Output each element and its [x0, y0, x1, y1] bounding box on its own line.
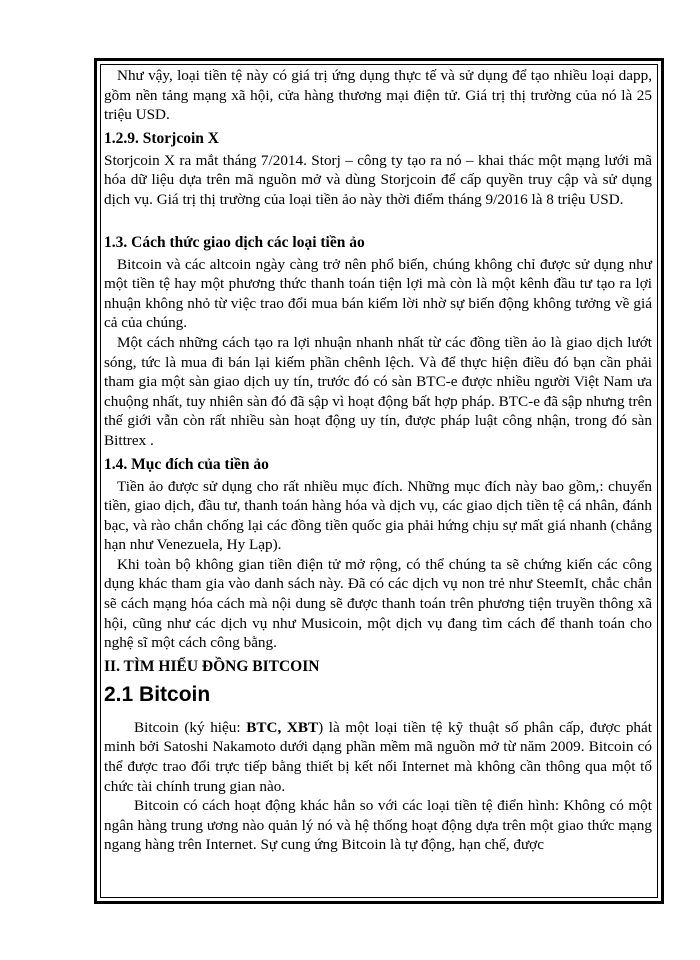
heading-part-ii: II. TÌM HIỂU ĐỒNG BITCOIN	[104, 657, 320, 675]
heading-muc-dich: 1.4. Mục đích của tiền ảo	[104, 455, 269, 473]
bitcoin-1-post: ) là một loại tiền tệ kỹ thuật số phân cấp, được phát minh bởi Satoshi Nakamoto dưới dạng phần mềm mã nguồn mở từ năm 2009. Bitcoin có thể được trao đổi trực tiếp bằng thiết bị kết nối Internet mà không cần thông qua một tổ chức tài chính trung gian nào.	[104, 718, 652, 795]
paragraph-dapp: Như vậy, loại tiền tệ này có giá trị ứng dụng thực tế và sử dụng để tạo nhiều loại dapp, gồm nền tảng mạng xã hội, cửa hàng thương mại điện tử. Giá trị thị trường của nó là 25 triệu USD.	[104, 67, 652, 124]
bitcoin-1-pre: Bitcoin (ký hiệu:	[134, 718, 247, 736]
heading-storjcoin: 1.2.9. Storjcoin X	[104, 129, 219, 147]
document-body	[104, 66, 652, 855]
heading-bitcoin: 2.1 Bitcoin	[104, 682, 211, 706]
paragraph-giao-dich-1: Bitcoin và các altcoin ngày càng trở nên phổ biến, chúng không chỉ được sử dụng như một tiền tệ hay một phương thức thanh toán tiện lợi mà còn là một kênh đầu tư tạo ra lợi nhuận không nhỏ từ việc trao đổi mua bán kiếm lời nhờ sự biến động không tưởng về giá cả của chúng.	[104, 255, 652, 332]
blank-line	[104, 210, 652, 229]
paragraph-storjcoin: Storjcoin X ra mắt tháng 7/2014. Storj – công ty tạo ra nó – khai thác một mạng lưới mã hóa dữ liệu dựa trên mã nguồn mở và dùng Storjcoin để cấp quyền truy cập và sử dụng dịch vụ. Giá trị thị trường của loại tiền ảo này thời điểm tháng 9/2016 là 8 triệu USD.	[104, 151, 652, 208]
paragraph-bitcoin-2: Bitcoin có cách hoạt động khác hẳn so với các loại tiền tệ điển hình: Không có một ngân hàng trung ương nào quản lý nó và hệ thống hoạt động dựa trên một giao thức mạng ngang hàng trên Internet. Sự cung ứng Bitcoin là tự động, hạn chế, được	[104, 797, 652, 854]
paragraph-muc-dich-2: Khi toàn bộ không gian tiền điện tử mở rộng, có thể chúng ta sẽ chứng kiến các công dụng khác tham gia vào danh sách này. Đã có các dịch vụ non trẻ như SteemIt, chắc chắn sẽ cách mạng hóa cách mà nội dung sẽ được thanh toán trên phương tiện truyền thông xã hội, cũng như các dịch vụ như Musicoin, một dịch vụ đang tìm cách để thanh toán cho nghệ sĩ một cách công bằng.	[104, 555, 652, 652]
paragraph-muc-dich-1: Tiền ảo được sử dụng cho rất nhiều mục đích. Những mục đích này bao gồm,: chuyển tiền, giao dịch, đầu tư, thanh toán hàng hóa và dịch vụ, các giao dịch tiền tệ cá nhân, đánh bạc, và rào chắn chống lại các đồng tiền quốc gia phải hứng chịu sự mất giá nhanh (chẳng hạn như Venezuela, Hy Lạp).	[104, 477, 652, 554]
paragraph-bitcoin-1	[104, 718, 652, 796]
bitcoin-symbol: BTC, XBT	[246, 718, 319, 736]
heading-giao-dich: 1.3. Cách thức giao dịch các loại tiền ảo	[104, 233, 365, 251]
paragraph-giao-dich-2: Một cách những cách tạo ra lợi nhuận nhanh nhất từ các đồng tiền ảo là giao dịch lướt sóng, tức là mua đi bán lại kiếm phần chênh lệch. Và để thực hiện điều đó bạn cần phải tham gia một sàn giao dịch uy tín, trước đó có sàn BTC-e được nhiều người Việt Nam ưa chuộng nhất, tuy nhiên sàn đó đã sập vì hoạt động bất hợp pháp. BTC-e đã sập nhưng trên thế giới vẫn còn rất nhiều sàn hoạt động uy tín, được pháp luật công nhận, trong đó sàn Bittrex .	[104, 333, 652, 449]
